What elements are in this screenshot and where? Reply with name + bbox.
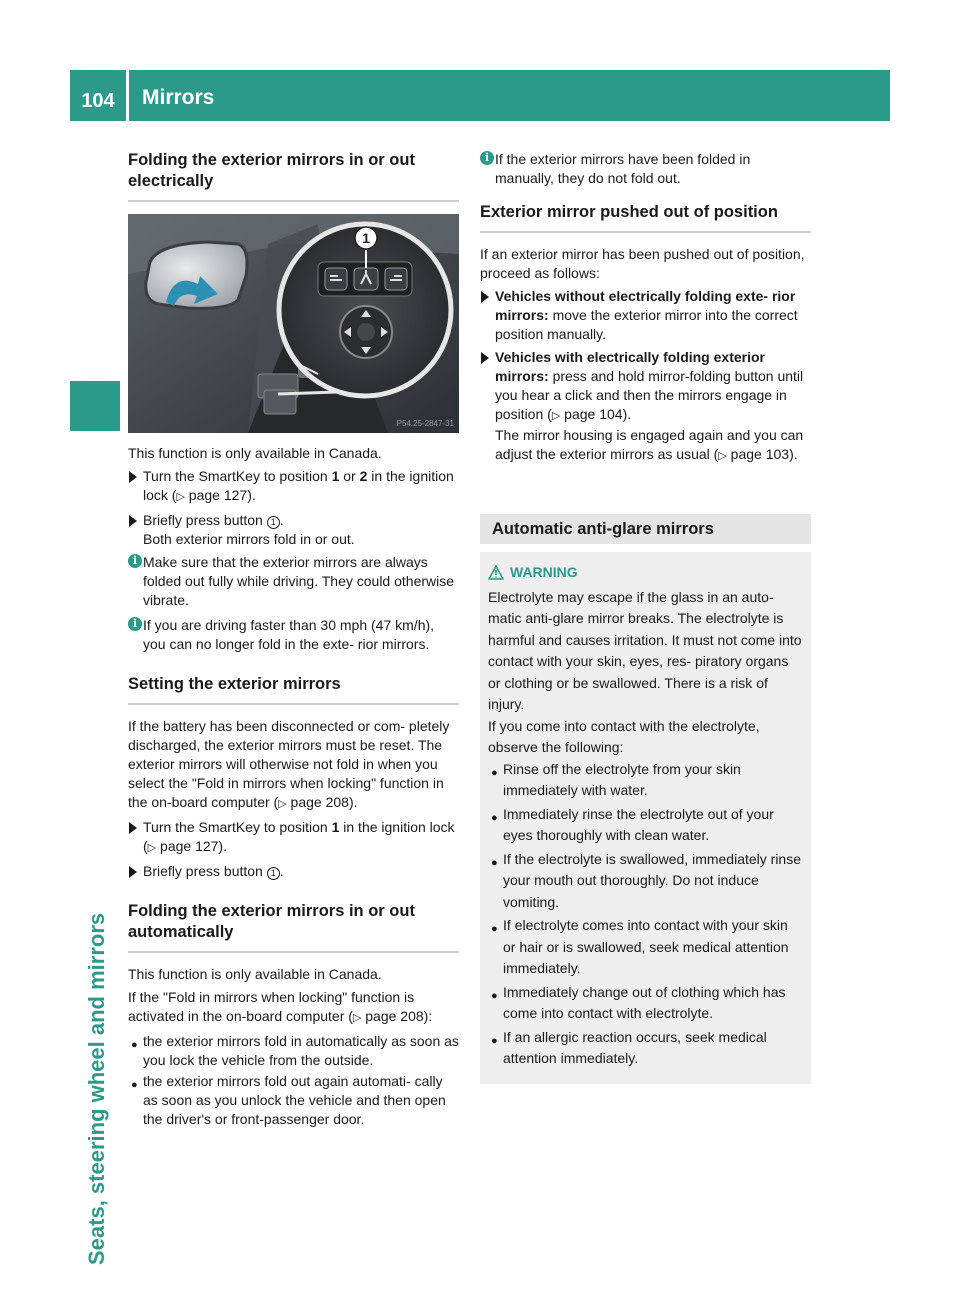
- list-item: ● Rinse off the electrolyte from your skin immediately with water.: [491, 760, 741, 798]
- list-item: ● Immediately change out of clothing which has come into contact with electrolyte.: [491, 983, 786, 1021]
- page-link[interactable]: page 208).: [286, 794, 358, 810]
- bullet-icon: ●: [131, 1079, 138, 1091]
- step-arrow-icon: [129, 822, 137, 834]
- page-ref-icon: ▷: [352, 1012, 362, 1024]
- section-title-fold-electric: Folding the exterior mirrors in or out electrically: [128, 150, 459, 202]
- section-title-setting: Setting the exterior mirrors: [128, 674, 459, 705]
- warning-title: WARNING: [488, 562, 803, 584]
- step-press-button-2: Briefly press button 1 .: [128, 862, 459, 881]
- step-arrow-icon: [481, 291, 489, 303]
- mirror-switch-illustration: [128, 214, 459, 433]
- step-with-electric: Vehicles with electrically folding exterior mirrors: press and hold mirror-folding button until you hear a click and then the mirrors engage in position (▷ page 104). The mirror housing is engaged again and you can adjust the exterior mirrors as usual (▷ page 103).: [480, 348, 811, 466]
- mirror-switch-figure: [128, 214, 459, 433]
- info-icon: i: [128, 554, 142, 568]
- step-arrow-icon: [481, 352, 489, 364]
- step-arrow-icon: [129, 866, 137, 878]
- info-note-speed: i If you are driving faster than 30 mph (47 km/h), you can no longer fold in the exte- rior mirrors.: [128, 616, 459, 654]
- info-note-fold-out: i Make sure that the exterior mirrors are always folded out fully while driving. They could otherwise vibrate.: [128, 553, 459, 610]
- availability-note-2: This function is only available in Canada.: [128, 966, 382, 982]
- step-turn-key: Turn the SmartKey to position 1 or 2 in the ignition lock (▷ page 127).: [128, 467, 459, 507]
- step-turn-key-pos1: Turn the SmartKey to position 1 in the ignition lock (▷ page 127).: [128, 818, 459, 858]
- fold-when-locking-paragraph: If the "Fold in mirrors when locking" function is activated in the on-board computer (▷ page 208):: [128, 989, 433, 1024]
- bullet-icon: ●: [491, 766, 498, 779]
- page-link[interactable]: page 208):: [361, 1008, 433, 1024]
- bullet-icon: ●: [491, 811, 498, 824]
- section-title-fold-auto: Folding the exterior mirrors in or out automatically: [128, 901, 459, 953]
- list-item: ● If electrolyte comes into contact with your skin or hair or is swallowed, seek medical attention immediately.: [491, 917, 789, 976]
- section-title-pushed-out: Exterior mirror pushed out of position: [480, 202, 811, 233]
- bullet-icon: ●: [491, 989, 498, 1002]
- page-number: 104: [70, 70, 126, 121]
- step-press-button: Briefly press button 1 . Both exterior mirrors fold in or out.: [128, 511, 459, 549]
- warning-triangle-icon: [488, 565, 504, 580]
- page-link[interactable]: page 103).: [726, 446, 798, 462]
- page-link[interactable]: page 127).: [156, 838, 227, 854]
- left-column: [128, 150, 459, 1131]
- section-header: Mirrors: [129, 70, 890, 121]
- warning-text: Electrolyte may escape if the glass in an auto- matic anti-glare mirror breaks. The electrolyte is harmful and causes irritation. It must not come into contact with your skin, eyes, res- piratory organs or clothing or be swallowed. There is a risk of injury.: [488, 588, 802, 712]
- reset-paragraph: If the battery has been disconnected or com- pletely discharged, the exterior mirrors must be reset. The exterior mirrors will otherwise not fold in when you select the "Fold in mirrors when locking" function in the on-board computer (▷ page 208).: [128, 718, 450, 810]
- bullet-icon: ●: [131, 1039, 138, 1051]
- right-column: [480, 150, 811, 1084]
- page-ref-icon: ▷: [278, 798, 287, 810]
- list-item: ● the exterior mirrors fold out again automati- cally as soon as you unlock the vehicle and then open the driver's or front-passenger door.: [131, 1073, 446, 1127]
- section-title-anti-glare: Automatic anti-glare mirrors: [480, 514, 811, 544]
- pushed-out-paragraph: If an exterior mirror has been pushed out of position, proceed as follows:: [480, 246, 805, 281]
- page-link[interactable]: page 127).: [184, 487, 256, 503]
- side-chapter-label: Seats, steering wheel and mirrors: [84, 912, 109, 1265]
- list-item: ● If an allergic reaction occurs, seek medical attention immediately.: [491, 1028, 767, 1066]
- list-item: ● If the electrolyte is swallowed, immediately rinse your mouth out thoroughly. Do not induce vomiting.: [491, 850, 802, 910]
- page-ref-icon: ▷: [718, 450, 727, 462]
- bullet-icon: ●: [491, 1034, 498, 1047]
- figure-code: P54.25-2847-31: [396, 419, 454, 428]
- step-arrow-icon: [129, 515, 137, 527]
- callout-1-icon: 1: [267, 867, 280, 880]
- step-arrow-icon: [129, 471, 137, 483]
- bullet-icon: ●: [491, 856, 498, 869]
- page-link[interactable]: page 104).: [560, 406, 632, 422]
- warning-contact-text: If you come into contact with the electrolyte, observe the following:: [488, 717, 760, 755]
- info-icon: i: [480, 151, 494, 165]
- list-item: ● Immediately rinse the electrolyte out of your eyes thoroughly with clean water.: [491, 805, 774, 843]
- page-ref-icon: ▷: [551, 410, 561, 422]
- callout-1-icon: 1: [267, 516, 280, 529]
- figure-callout-1: 1: [362, 230, 370, 246]
- info-icon: i: [128, 617, 142, 631]
- step-without-electric: Vehicles without electrically folding exte- rior mirrors: move the exterior mirror into the correct position manually.: [480, 287, 811, 344]
- info-note-manual-fold: i If the exterior mirrors have been folded in manually, they do not fold out.: [480, 150, 811, 188]
- page-ref-icon: ▷: [147, 842, 157, 854]
- page-ref-icon: ▷: [176, 491, 185, 503]
- availability-note: This function is only available in Canada.: [128, 445, 382, 461]
- bullet-icon: ●: [491, 923, 498, 935]
- warning-box: [480, 552, 811, 1084]
- list-item: ● the exterior mirrors fold in automatically as soon as you lock the vehicle from the outside.: [131, 1033, 459, 1068]
